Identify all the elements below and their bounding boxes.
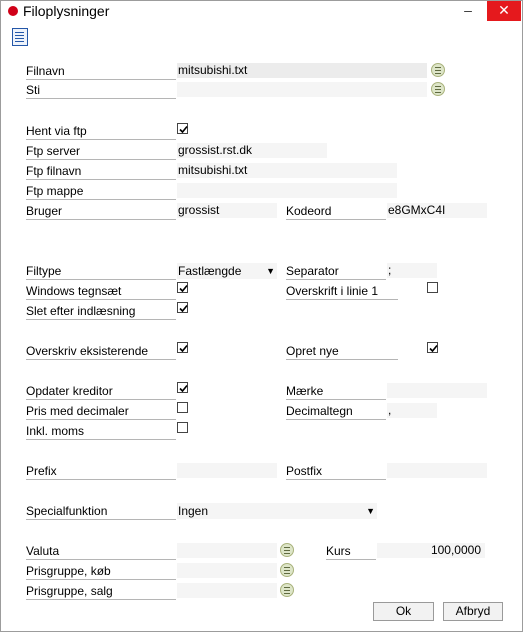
- lookup-icon[interactable]: [431, 63, 445, 77]
- afbryd-button[interactable]: Afbryd: [443, 602, 503, 621]
- inkl-moms-checkbox[interactable]: [177, 422, 188, 433]
- hent-via-ftp-checkbox[interactable]: [177, 123, 188, 134]
- chevron-down-icon: ▼: [266, 266, 275, 276]
- chevron-down-icon: ▼: [366, 506, 375, 516]
- inkl-moms-label: Inkl. moms: [26, 423, 176, 440]
- lookup-icon[interactable]: [280, 583, 294, 597]
- pris-med-decimaler-checkbox[interactable]: [177, 402, 188, 413]
- list-document-icon[interactable]: [12, 28, 28, 46]
- slet-efter-indlaesning-checkbox[interactable]: [177, 302, 188, 313]
- separator-field[interactable]: ;: [387, 263, 437, 278]
- bruger-label: Bruger: [26, 203, 176, 220]
- filtype-value: Fastlængde: [178, 264, 242, 278]
- filnavn-field[interactable]: mitsubishi.txt: [177, 63, 427, 78]
- hent-via-ftp-label: Hent via ftp: [26, 123, 176, 140]
- title-bar: [1, 1, 522, 21]
- decimaltegn-label: Decimaltegn: [286, 403, 386, 420]
- specialfunktion-select[interactable]: [177, 503, 377, 519]
- maerke-field[interactable]: [387, 383, 487, 398]
- ftp-mappe-label: Ftp mappe: [26, 183, 176, 200]
- windows-tegnsaet-label: Windows tegnsæt: [26, 283, 176, 300]
- window-title: Filoplysninger: [23, 3, 110, 19]
- prefix-label: Prefix: [26, 463, 176, 480]
- separator-label: Separator: [286, 263, 386, 280]
- close-button[interactable]: ✕: [487, 1, 521, 21]
- valuta-label: Valuta: [26, 543, 176, 560]
- specialfunktion-value: Ingen: [178, 504, 209, 518]
- ftp-mappe-field[interactable]: [177, 183, 397, 198]
- kurs-field[interactable]: 100,0000: [377, 543, 485, 558]
- bruger-field[interactable]: grossist: [177, 203, 277, 218]
- maerke-label: Mærke: [286, 383, 386, 400]
- postfix-field[interactable]: [387, 463, 487, 478]
- postfix-label: Postfix: [286, 463, 386, 480]
- prisgruppe-koeb-label: Prisgruppe, køb: [26, 563, 176, 580]
- slet-efter-indlaesning-label: Slet efter indlæsning: [26, 303, 176, 320]
- opret-nye-label: Opret nye: [286, 343, 398, 360]
- opdater-kreditor-label: Opdater kreditor: [26, 383, 176, 400]
- app-icon: [8, 6, 18, 16]
- overskriv-eksisterende-checkbox[interactable]: [177, 342, 188, 353]
- filtype-label: Filtype: [26, 263, 176, 280]
- overskrift-label: Overskrift i linie 1: [286, 283, 398, 300]
- prisgruppe-koeb-field[interactable]: [177, 563, 277, 578]
- kodeord-field[interactable]: e8GMxC4I: [387, 203, 487, 218]
- filtype-select[interactable]: [177, 263, 277, 279]
- sti-label: Sti: [26, 82, 176, 99]
- lookup-icon[interactable]: [280, 543, 294, 557]
- kurs-label: Kurs: [326, 543, 376, 560]
- prefix-field[interactable]: [177, 463, 277, 478]
- prisgruppe-salg-label: Prisgruppe, salg: [26, 583, 176, 600]
- prisgruppe-salg-field[interactable]: [177, 583, 277, 598]
- decimaltegn-field[interactable]: ,: [387, 403, 437, 418]
- overskrift-checkbox[interactable]: [427, 282, 438, 293]
- ftp-server-field[interactable]: grossist.rst.dk: [177, 143, 327, 158]
- kodeord-label: Kodeord: [286, 203, 386, 220]
- ftp-filnavn-field[interactable]: mitsubishi.txt: [177, 163, 397, 178]
- specialfunktion-label: Specialfunktion: [26, 503, 176, 520]
- lookup-icon[interactable]: [280, 563, 294, 577]
- ftp-filnavn-label: Ftp filnavn: [26, 163, 176, 180]
- windows-tegnsaet-checkbox[interactable]: [177, 282, 188, 293]
- sti-field[interactable]: [177, 82, 427, 97]
- minimize-button[interactable]: –: [464, 2, 472, 18]
- ok-button[interactable]: Ok: [373, 602, 434, 621]
- lookup-icon[interactable]: [431, 82, 445, 96]
- valuta-field[interactable]: [177, 543, 277, 558]
- opret-nye-checkbox[interactable]: [427, 342, 438, 353]
- pris-med-decimaler-label: Pris med decimaler: [26, 403, 176, 420]
- ftp-server-label: Ftp server: [26, 143, 176, 160]
- overskriv-eksisterende-label: Overskriv eksisterende: [26, 343, 176, 360]
- opdater-kreditor-checkbox[interactable]: [177, 382, 188, 393]
- filnavn-label: Filnavn: [26, 63, 176, 80]
